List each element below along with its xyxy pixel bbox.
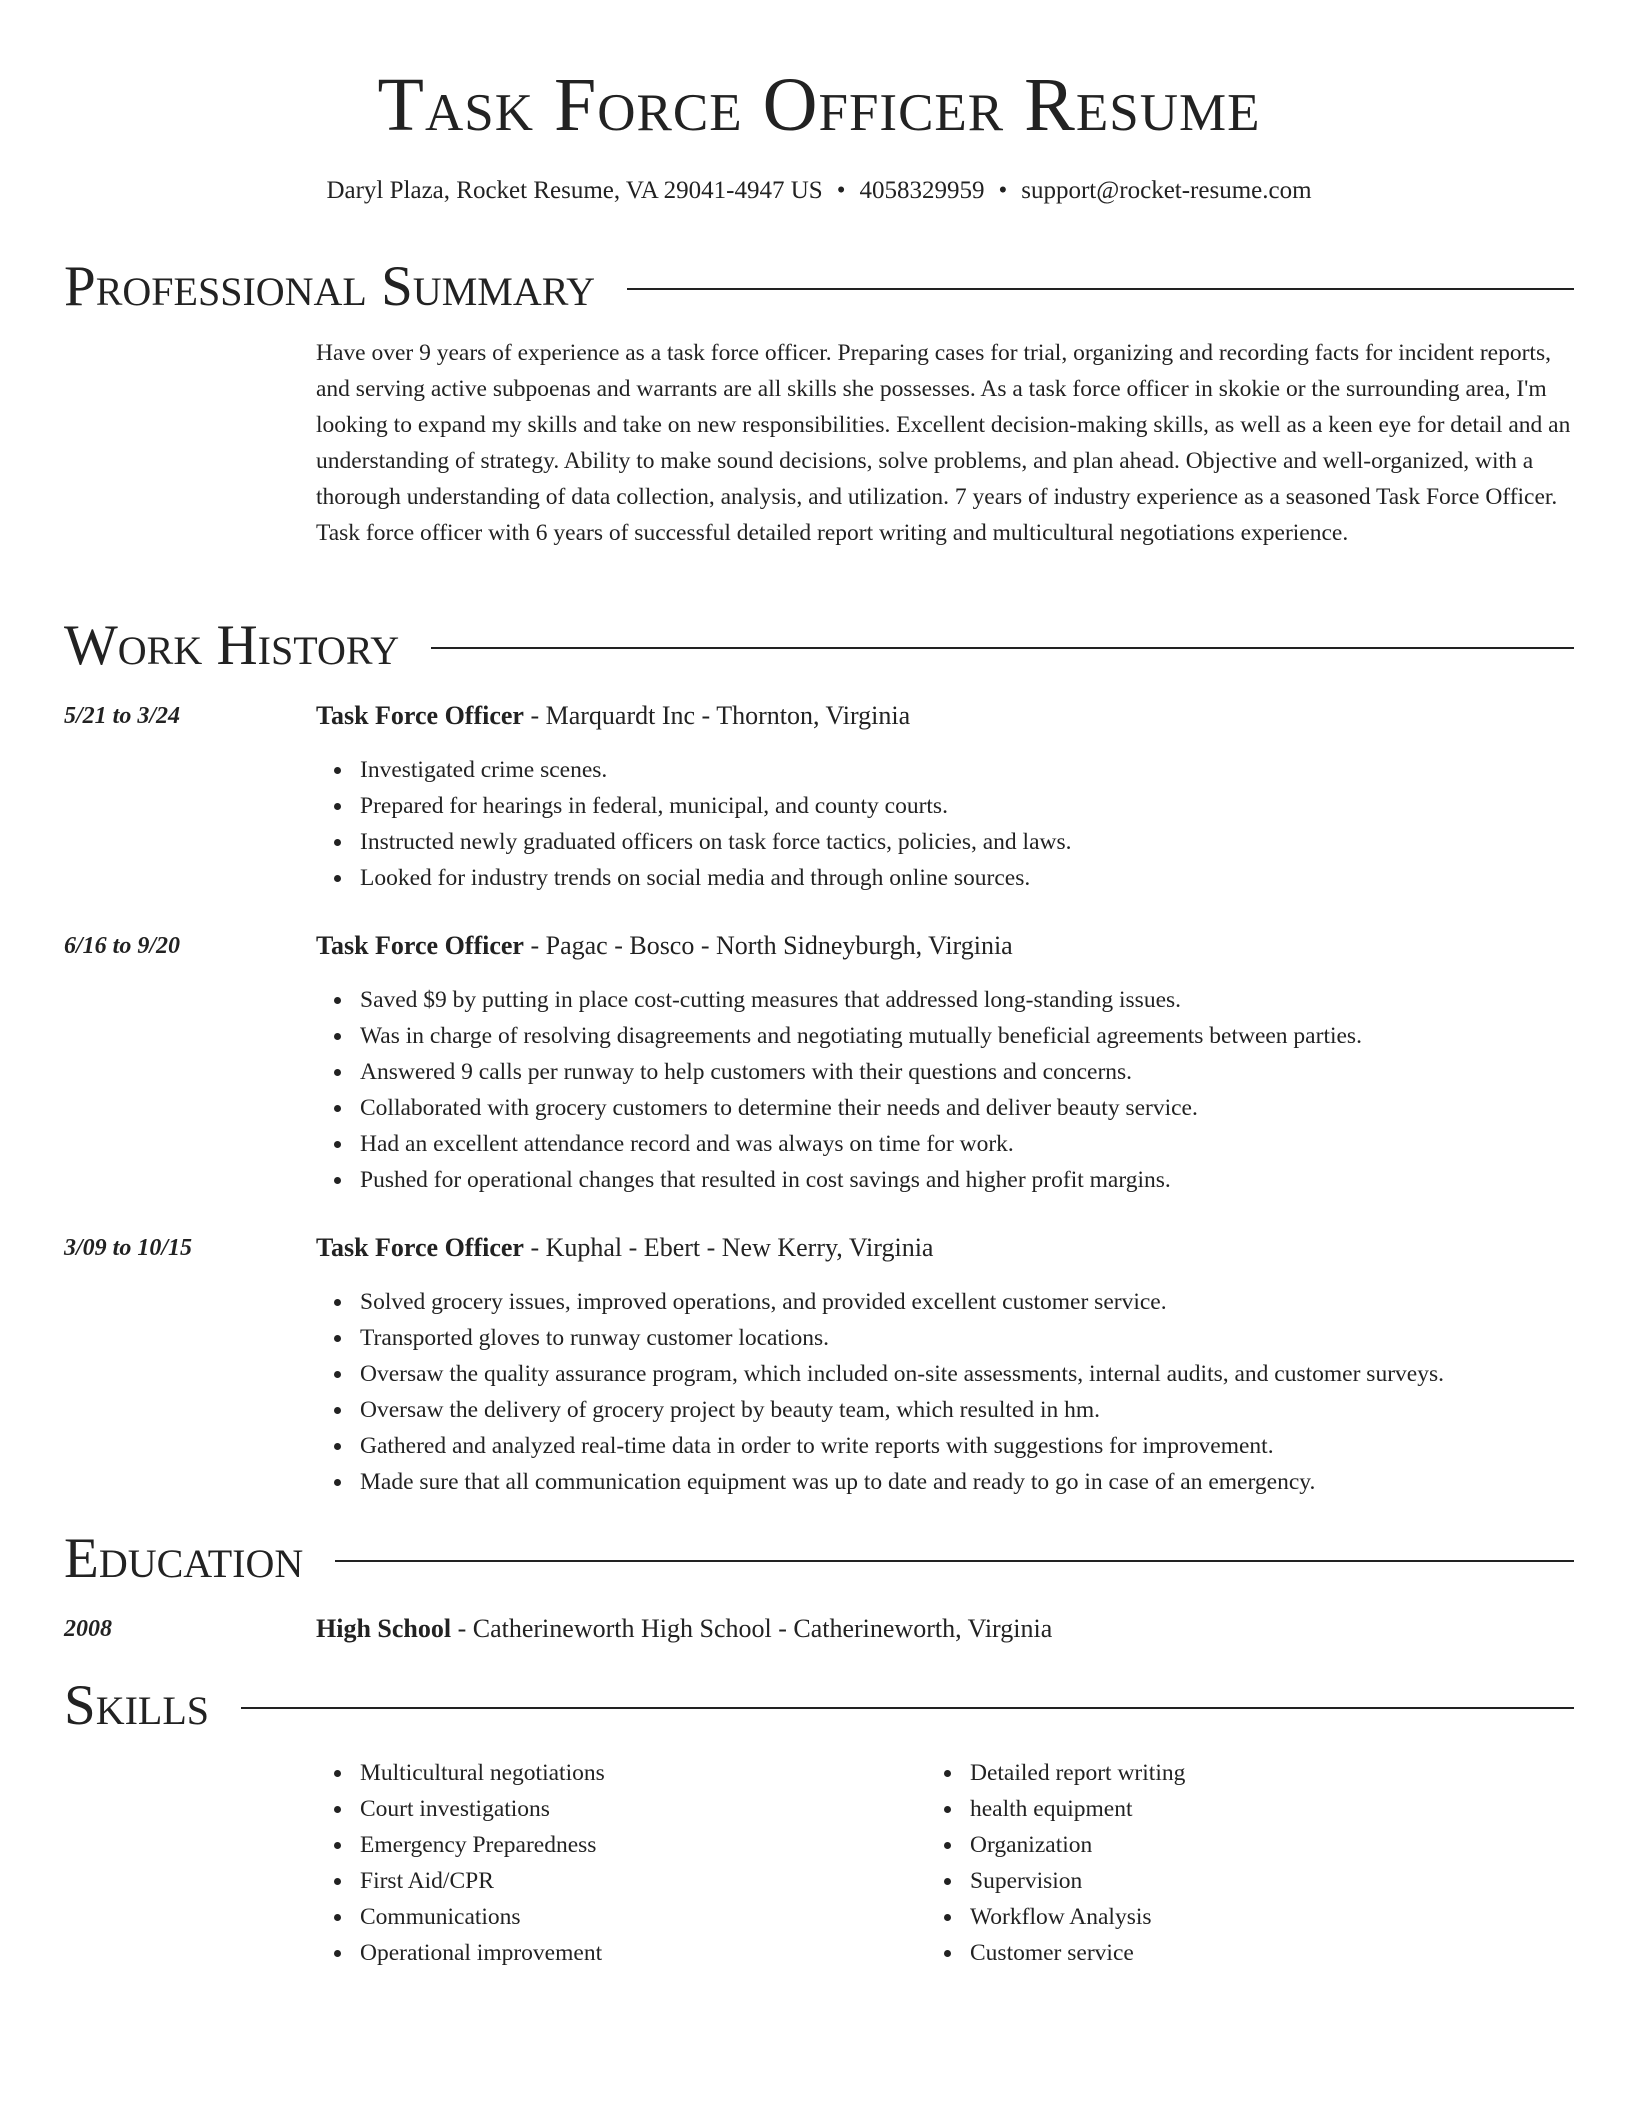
job-bullet: Saved $9 by putting in place cost-cutting measures that addressed long-standing issues. (360, 982, 1574, 1018)
job-bullet: Solved grocery issues, improved operations, and provided excellent customer service. (360, 1284, 1574, 1320)
work-section-header (64, 611, 1574, 681)
skill-item: First Aid/CPR (360, 1863, 605, 1899)
job-bullet: Collaborated with grocery customers to determine their needs and deliver beauty service. (360, 1090, 1574, 1126)
job-title: Task Force Officer (316, 701, 524, 730)
contact-address: Daryl Plaza, Rocket Resume, VA 29041-4947 US (326, 177, 823, 204)
skill-item: Detailed report writing (970, 1755, 1185, 1791)
job-bullet: Made sure that all communication equipment was up to date and ready to go in case of an emergency. (360, 1464, 1574, 1500)
section-divider (241, 1707, 1574, 1709)
skill-item: health equipment (970, 1791, 1185, 1827)
job-dates: 3/09 to 10/15 (64, 1235, 193, 1261)
resume-title: Task Force Officer Resume (377, 63, 1261, 147)
skills-section-header (64, 1671, 1574, 1741)
contact-separator: • (998, 177, 1008, 204)
job-bullet: Answered 9 calls per runway to help customers with their questions and concerns. (360, 1054, 1574, 1090)
job-employer: - Pagac - Bosco - North Sidneyburgh, Virginia (523, 931, 1013, 960)
job-bullets (316, 1284, 1574, 1500)
job-heading (316, 929, 1574, 963)
education-year: 2008 (64, 1616, 112, 1642)
skill-item: Emergency Preparedness (360, 1827, 605, 1863)
job-bullets (316, 752, 1574, 896)
work-heading: Work History (64, 614, 400, 677)
job-bullet: Was in charge of resolving disagreements and negotiating mutually beneficial agreements between parties. (360, 1018, 1574, 1054)
skill-item: Multicultural negotiations (360, 1755, 605, 1791)
section-divider (627, 288, 1574, 290)
skill-item: Organization (970, 1827, 1185, 1863)
job-bullet: Investigated crime scenes. (360, 752, 1574, 788)
job-bullet: Had an excellent attendance record and was always on time for work. (360, 1126, 1574, 1162)
skill-item: Communications (360, 1899, 605, 1935)
summary-heading: Professional Summary (64, 255, 596, 318)
job-dates: 6/16 to 9/20 (64, 933, 181, 959)
skill-item: Workflow Analysis (970, 1899, 1185, 1935)
education-school: - Catherineworth High School - Catherineworth, Virginia (451, 1614, 1053, 1643)
skills-heading: Skills (64, 1674, 210, 1737)
summary-section-header (64, 252, 1574, 322)
job-bullet: Prepared for hearings in federal, municipal, and county courts. (360, 788, 1574, 824)
education-heading: Education (64, 1527, 304, 1590)
skill-item: Supervision (970, 1863, 1185, 1899)
job-heading (316, 1231, 1574, 1265)
skill-item: Operational improvement (360, 1935, 605, 1971)
contact-line (64, 174, 1574, 208)
skill-item: Customer service (970, 1935, 1185, 1971)
skills-list-left (316, 1755, 605, 1971)
skill-item: Court investigations (360, 1791, 605, 1827)
education-heading-line (316, 1612, 1574, 1646)
skills-list-right (926, 1755, 1185, 1971)
job-dates: 5/21 to 3/24 (64, 703, 181, 729)
contact-phone: 4058329959 (859, 177, 985, 204)
job-title: Task Force Officer (316, 1233, 524, 1262)
job-bullet: Looked for industry trends on social media and through online sources. (360, 860, 1574, 896)
job-employer: - Kuphal - Ebert - New Kerry, Virginia (523, 1233, 934, 1262)
education-degree: High School (316, 1614, 452, 1643)
contact-separator: • (836, 177, 846, 204)
job-bullet: Pushed for operational changes that resulted in cost savings and higher profit margins. (360, 1162, 1574, 1198)
education-section-header (64, 1524, 1574, 1594)
section-divider (335, 1560, 1574, 1562)
job-bullet: Oversaw the delivery of grocery project by beauty team, which resulted in hm. (360, 1392, 1574, 1428)
job-bullets (316, 982, 1574, 1198)
job-heading (316, 699, 1574, 733)
job-bullet: Oversaw the quality assurance program, which included on-site assessments, internal audits, and customer surveys. (360, 1356, 1574, 1392)
job-bullet: Instructed newly graduated officers on task force tactics, policies, and laws. (360, 824, 1574, 860)
job-employer: - Marquardt Inc - Thornton, Virginia (523, 701, 911, 730)
job-title: Task Force Officer (316, 931, 524, 960)
job-bullet: Transported gloves to runway customer locations. (360, 1320, 1574, 1356)
job-bullet: Gathered and analyzed real-time data in order to write reports with suggestions for improvement. (360, 1428, 1574, 1464)
summary-text: Have over 9 years of experience as a task force officer. Preparing cases for trial, organizing and recording facts for incident reports, and serving active subpoenas and warrants are all skills she possesses. As a task force officer in skokie or the surrounding area, I'm looking to expand my skills and take on new responsibilities. Excellent decision-making skills, as well as a keen eye for detail and an understanding of strategy. Ability to make sound decisions, solve problems, and plan ahead. Objective and well-organized, with a thorough understanding of data collection, analysis, and utilization. 7 years of industry experience as a seasoned Task Force Officer. Task force officer with 6 years of successful detailed report writing and multicultural negotiations experience. (316, 340, 1571, 546)
section-divider (431, 647, 1574, 649)
contact-email: support@rocket-resume.com (1021, 177, 1312, 204)
